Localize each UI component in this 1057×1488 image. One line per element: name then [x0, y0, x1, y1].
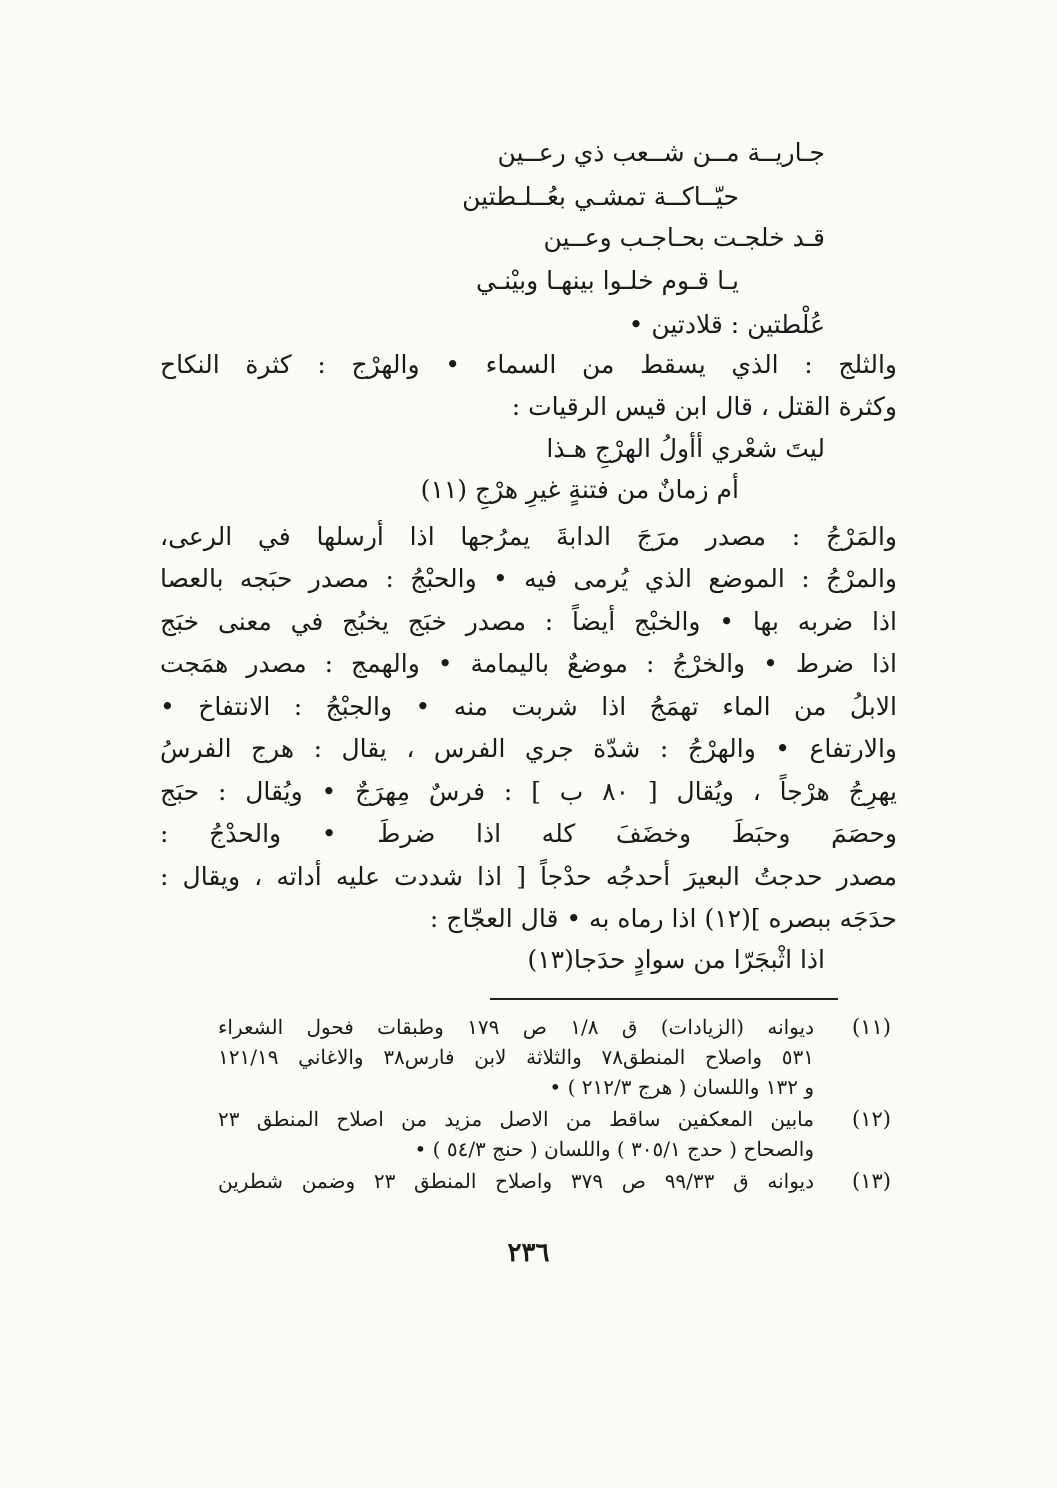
footnote-line: ديوانه ق ٩٩/٣٣ ص ٣٧٩ واصلاح المنطق ٢٣ وضمن شطرين — [218, 1169, 814, 1193]
verse-line: اذا اثْبجَرّا من سوادٍ حدَجا(١٣) — [527, 945, 825, 974]
footnote-number: (١١) — [852, 1015, 891, 1039]
footnote-line: مابين المعكفين ساقط من الاصل مزيد من اصلاح المنطق ٢٣ — [218, 1107, 814, 1131]
body-line: والمرْجُ : الموضع الذي يُرمى فيه • والحبْجُ : مصدر حبَجه بالعصا — [160, 564, 897, 593]
verse-line: ليتَ شعْري أأولُ الهرْجِ هـذا — [546, 434, 825, 463]
body-line: والثلج : الذي يسقط من السماء • والهرْج : كثرة النكاح — [160, 350, 897, 379]
verse-line: جـاريــة مــن شــعب ذي رعــين — [497, 138, 825, 167]
footnote-line: ديوانه (الزيادات) ق ١/٨ ص ١٧٩ وطبقات فحول الشعراء — [218, 1015, 814, 1039]
verse-line: حيّــاكــة تمشـي بعُــلـطتين — [462, 182, 739, 211]
footnote-line: و ١٣٢ واللسان ( هرج ٢١٢/٣ ) • — [549, 1075, 814, 1099]
footnote-number: (١٣) — [852, 1169, 891, 1193]
footnote-line: ٥٣١ واصلاح المنطق٧٨ والثلاثة لابن فارس٣٨ والاغاني ١٢١/١٩ — [218, 1045, 815, 1069]
body-line: والمَرْجُ : مصدر مرَجَ الدابةَ يمرُجها اذا أرسلها في الرعى، — [160, 522, 897, 551]
verse-line: يـا قـوم خلـوا بينهـا وبيْنـي — [475, 266, 739, 295]
body-line: اذا ضربه بها • والخبْج أيضاً : مصدر خبَج يخبُج في معنى خبَج — [160, 607, 897, 636]
body-line: وكثرة القتل ، قال ابن قيس الرقيات : — [511, 392, 897, 421]
body-line: يهرِجُ هرْجاً ، ويُقال [ ٨٠ ب ] : فرسٌ مِهرَجٌ • ويُقال : حبَج — [160, 777, 897, 806]
body-line: اذا ضرط • والخرْجُ : موضعٌ باليمامة • والهمج : مصدر همَجت — [160, 649, 897, 678]
verse-line: أم زمانٌ من فتنةٍ غيرِ هرْجِ (١١) — [420, 475, 739, 504]
body-line: مصدر حدجتُ البعيرَ أحدجُه حدْجاً [ اذا شددت عليه أداته ، ويقال : — [160, 862, 897, 891]
body-line: حدَجَه ببصره ](١٢) اذا رماه به • قال العجّاج : — [429, 904, 897, 933]
body-line: الابلُ من الماء تهمَجُ اذا شربت منه • والجبْجُ : الانتفاخ • — [160, 692, 897, 721]
body-line: والارتفاع • والهرْجُ : شدّة جري الفرس ، يقال : هرج الفرسُ — [160, 734, 897, 763]
footnote-separator — [490, 998, 838, 1000]
verse-line: قـد خلجـت بحـاجـب وعــين — [543, 223, 825, 252]
body-line: وحصَمَ وحبَطَ وخضَفَ كله اذا ضرطَ • والحدْجُ : — [160, 819, 897, 848]
page-number: ٢٣٦ — [507, 1238, 550, 1268]
body-line: عُلْطتين : قلادتين • — [628, 310, 825, 339]
footnote-line: والصحاح ( حدج ٣٠٥/١ ) واللسان ( حنج ٥٤/٣ ) • — [414, 1137, 814, 1161]
footnote-number: (١٢) — [852, 1107, 891, 1131]
